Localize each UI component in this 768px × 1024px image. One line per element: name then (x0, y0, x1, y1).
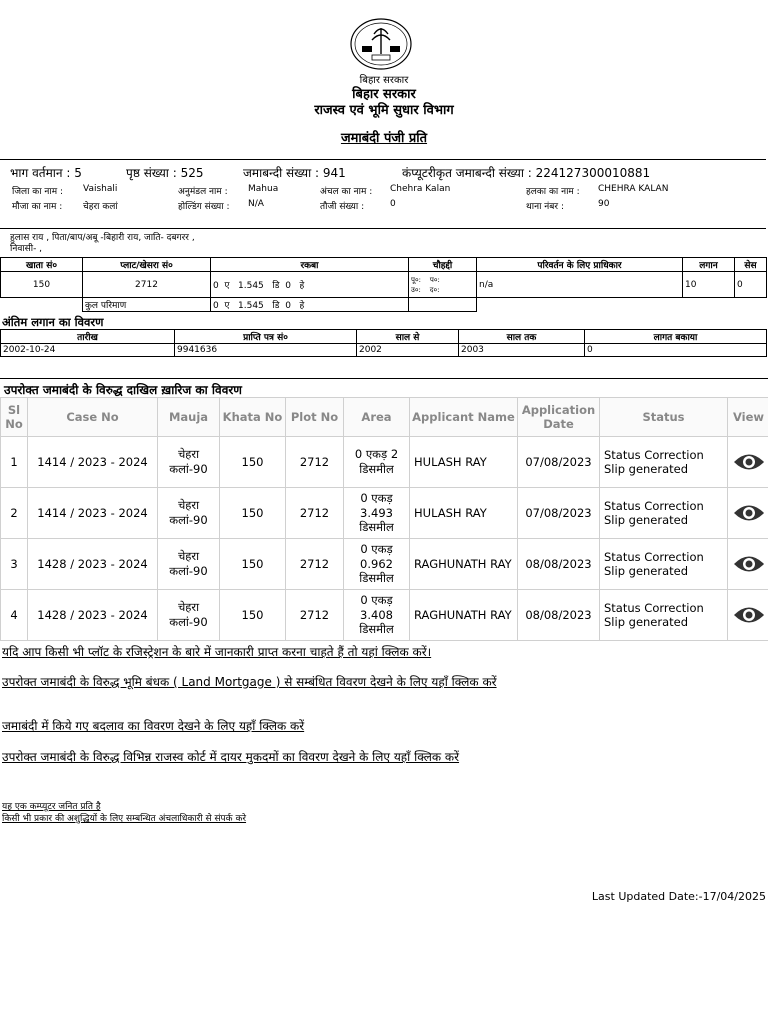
col-area: Area (344, 398, 410, 437)
col-receipt: प्राप्ति पत्र सं० (175, 330, 357, 344)
mutation-status: Status Correction Slip generated (600, 590, 728, 641)
mutation-area: 0 एकड़ 3.493 डिसमील (344, 488, 410, 539)
ses-value: 0 (735, 272, 767, 298)
col-view: View (728, 398, 768, 437)
lagan-receipt: 9941636 (175, 344, 357, 357)
owner-line: हुलास राय , पिता/बाप/अबू -बिहारी राय, जाति- दबगरर , (10, 233, 195, 243)
circle-label: अंचल का नाम : (320, 187, 373, 197)
mutation-area: 0 एकड़ 3.408 डिसमील (344, 590, 410, 641)
mutation-title: उपरोक्त जमाबंदी के विरुद्ध दाखिल ख़ारिज का विवरण (4, 383, 242, 397)
mutation-sl: 1 (1, 437, 28, 488)
eye-icon[interactable] (732, 553, 766, 575)
col-year-to: साल तक (459, 330, 585, 344)
lagan-date: 2002-10-24 (1, 344, 175, 357)
last-updated: Last Updated Date:-17/04/2025 (591, 890, 766, 903)
col-arrears: लागत बकाया (585, 330, 767, 344)
mutation-table (0, 397, 768, 641)
owner-niwasi: निवासी- , (10, 244, 43, 254)
view-button[interactable] (728, 488, 768, 539)
col-khata: खाता सं० (1, 258, 83, 272)
mutation-date: 08/08/2023 (518, 590, 600, 641)
eye-icon[interactable] (732, 604, 766, 626)
view-button[interactable] (728, 437, 768, 488)
tauzi-value: 0 (390, 199, 396, 209)
col-plot-no: Plot No (286, 398, 344, 437)
rakba-value: 0 ए 1.545 डि 0 हे (211, 272, 409, 298)
mutation-plot: 2712 (286, 488, 344, 539)
mutation-area: 0 एकड़ 0.962 डिसमील (344, 539, 410, 590)
khata-value: 150 (1, 272, 83, 298)
district-label: जिला का नाम : (12, 187, 64, 197)
changes-link[interactable]: जमाबंदी में किये गए बदलाव का विवरण देखने के लिए यहाँ क्लिक करें (2, 719, 305, 733)
mutation-header-row (1, 398, 768, 437)
mutation-khata: 150 (220, 590, 286, 641)
lagan-year-from: 2002 (357, 344, 459, 357)
mutation-sl: 4 (1, 590, 28, 641)
bihar-emblem-icon (350, 18, 412, 70)
mauja-label: मौजा का नाम : (12, 202, 63, 212)
table-row (1, 488, 768, 539)
chauhaddi-value (409, 272, 477, 298)
khata-header-row (1, 258, 767, 272)
mutation-khata: 150 (220, 437, 286, 488)
gov-name: बिहार सरकार (352, 87, 416, 102)
mauja-value: चेहरा कलां (83, 202, 118, 212)
khata-row (1, 272, 767, 298)
chauhaddi-purab: पू०: (411, 275, 421, 284)
subdivision-value: Mahua (248, 184, 279, 194)
jamabandi-sankhya: जमाबन्दी संख्या : 941 (243, 166, 346, 180)
contact-note: किसी भी प्रकार की अशुद्धियों के लिए सम्बन्धित अंचलाधिकारी से संपर्क करे (2, 814, 247, 824)
registration-link[interactable]: यदि आप किसी भी प्लॉट के रजिस्ट्रेशन के बारे में जानकारी प्राप्त करना चाहते हैं तो यहां क्लिक करें। (2, 645, 432, 659)
mutation-date: 07/08/2023 (518, 437, 600, 488)
col-year-from: साल से (357, 330, 459, 344)
computer-note: यह एक कम्प्यूटर जनित प्रति है (2, 802, 101, 812)
lagan-title: अंतिम लगान का विवरण (2, 315, 104, 329)
district-value: Vaishali (83, 184, 118, 194)
col-case: Case No (28, 398, 158, 437)
mutation-area: 0 एकड़ 2 डिसमील (344, 437, 410, 488)
court-link[interactable]: उपरोक्त जमाबंदी के विरुद्ध विभिन्न राजस्व कोर्ट में दायर मुकदमों का विवरण देखने के लिए यहाँ क्लिक करें (2, 750, 460, 764)
mutation-sl: 2 (1, 488, 28, 539)
mutation-case-no: 1428 / 2023 - 2024 (28, 539, 158, 590)
col-sl: Sl No (1, 398, 28, 437)
mutation-mauja: चेहरा कलां-90 (158, 539, 220, 590)
halka-label: हलका का नाम : (526, 187, 580, 197)
mutation-mauja: चेहरा कलां-90 (158, 488, 220, 539)
col-date: तारीख (1, 330, 175, 344)
col-khata-no: Khata No (220, 398, 286, 437)
mutation-case-no: 1414 / 2023 - 2024 (28, 437, 158, 488)
mutation-status: Status Correction Slip generated (600, 437, 728, 488)
mutation-status: Status Correction Slip generated (600, 488, 728, 539)
plot-value: 2712 (83, 272, 211, 298)
authority-value: n/a (477, 272, 683, 298)
holding-label: होल्डिंग संख्या : (178, 202, 230, 212)
department-name: राजस्व एवं भूमि सुधार विभाग (314, 103, 454, 118)
table-row (1, 539, 768, 590)
col-lagan: लगान (683, 258, 735, 272)
col-mauja: Mauja (158, 398, 220, 437)
chauhaddi-uttar: उ०: (411, 285, 421, 294)
lagan-header-row (1, 330, 767, 344)
mutation-applicant: RAGHUNATH RAY (410, 539, 518, 590)
mutation-plot: 2712 (286, 590, 344, 641)
chauhaddi-dakshin: द०: (429, 285, 440, 294)
mutation-mauja: चेहरा कलां-90 (158, 437, 220, 488)
mutation-status: Status Correction Slip generated (600, 539, 728, 590)
mutation-applicant: RAGHUNATH RAY (410, 590, 518, 641)
mutation-date: 08/08/2023 (518, 539, 600, 590)
halka-value: CHEHRA KALAN (598, 184, 669, 194)
view-button[interactable] (728, 590, 768, 641)
lagan-row (1, 344, 767, 357)
khata-table (0, 257, 767, 312)
mutation-mauja: चेहरा कलां-90 (158, 590, 220, 641)
holding-value: N/A (248, 199, 264, 209)
khata-total-row (1, 298, 767, 312)
eye-icon[interactable] (732, 502, 766, 524)
computerised-jamabandi: कंप्यूटरीकृत जमाबन्दी संख्या : 224127300010881 (402, 166, 651, 180)
col-applicant: Applicant Name (410, 398, 518, 437)
mutation-applicant: HULASH RAY (410, 437, 518, 488)
col-app-date: Application Date (518, 398, 600, 437)
mutation-sl: 3 (1, 539, 28, 590)
mutation-plot: 2712 (286, 539, 344, 590)
table-row (1, 437, 768, 488)
mutation-applicant: HULASH RAY (410, 488, 518, 539)
col-ses: सेस (735, 258, 767, 272)
mutation-plot: 2712 (286, 437, 344, 488)
subdivision-label: अनुमंडल नाम : (178, 187, 228, 197)
chauhaddi-paschim: प०: (429, 275, 440, 284)
col-plot: प्लाट/खेसरा सं० (83, 258, 211, 272)
mutation-khata: 150 (220, 488, 286, 539)
col-status: Status (600, 398, 728, 437)
prishth-sankhya: पृष्ठ संख्या : 525 (126, 166, 204, 180)
gov-small-label: बिहार सरकार (359, 75, 409, 86)
view-button[interactable] (728, 539, 768, 590)
lagan-year-to: 2003 (459, 344, 585, 357)
circle-value: Chehra Kalan (390, 184, 451, 194)
total-label: कुल परिमाण (83, 298, 211, 312)
col-chauhaddi: चौहद्दी (409, 258, 477, 272)
col-authority: परिवर्तन के लिए प्राधिकार (477, 258, 683, 272)
lagan-value: 10 (683, 272, 735, 298)
mortgage-link[interactable]: उपरोक्त जमाबंदी के विरुद्ध भूमि बंधक ( Land Mortgage ) से सम्बंधित विवरण देखने के लिए यहाँ क्लिक करें (2, 675, 497, 689)
thana-value: 90 (598, 199, 610, 209)
tauzi-label: तौजी संख्या : (320, 202, 365, 212)
lagan-table (0, 329, 767, 357)
mutation-case-no: 1428 / 2023 - 2024 (28, 590, 158, 641)
total-value: 0 ए 1.545 डि 0 हे (211, 298, 409, 312)
page-title: जमाबंदी पंजी प्रति (340, 131, 428, 146)
lagan-arrears: 0 (585, 344, 767, 357)
thana-label: थाना नंबर : (526, 202, 564, 212)
mutation-date: 07/08/2023 (518, 488, 600, 539)
col-rakba: रकबा (211, 258, 409, 272)
info-box (0, 159, 766, 229)
eye-icon[interactable] (732, 451, 766, 473)
mutation-case-no: 1414 / 2023 - 2024 (28, 488, 158, 539)
mutation-khata: 150 (220, 539, 286, 590)
bhag-vartman: भाग वर्तमान : 5 (10, 166, 82, 180)
table-row (1, 590, 768, 641)
